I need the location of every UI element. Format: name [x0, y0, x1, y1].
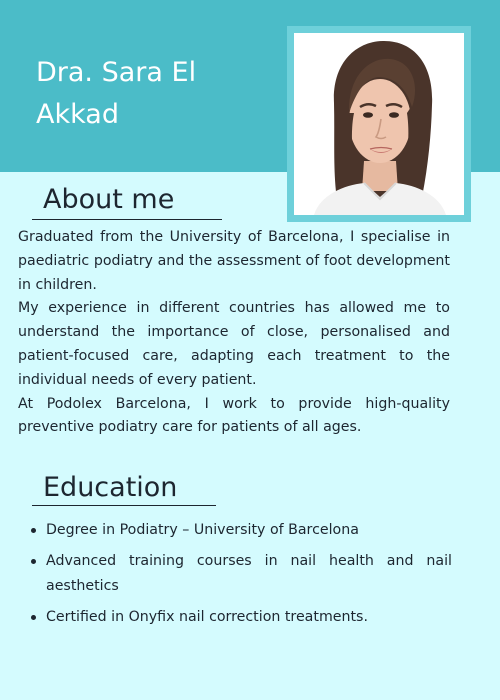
about-title-underline	[32, 219, 222, 220]
education-item	[18, 549, 452, 599]
doctor-photo	[294, 33, 464, 215]
education-item	[18, 605, 452, 630]
about-paragraph: At Podolex Barcelona, I work to provide high-quality preventive podiatry care for patients of all ages.	[18, 395, 450, 436]
education-list	[18, 518, 452, 636]
education-item-text: Degree in Podiatry – University of Barcelona	[46, 522, 359, 538]
about-body	[18, 226, 450, 440]
photo-frame	[287, 26, 471, 222]
bullet-icon	[31, 559, 36, 564]
education-title: Education	[43, 472, 178, 503]
bullet-icon	[31, 615, 36, 620]
education-item	[18, 518, 452, 543]
education-title-underline	[32, 505, 216, 506]
about-paragraph: Graduated from the University of Barcelona, I specialise in paediatric podiatry and the assessment of foot development in children.	[18, 229, 450, 293]
about-title: About me	[43, 184, 175, 215]
education-item-text: Certified in Onyfix nail correction treatments.	[46, 609, 368, 625]
about-paragraph: My experience in different countries has allowed me to understand the importance of close, personalised and patient-focused care, adapting each treatment to the individual needs of every patient.	[18, 300, 450, 388]
bullet-icon	[31, 528, 36, 533]
education-item-text: Advanced training courses in nail health and nail aesthetics	[46, 553, 452, 594]
portrait-photo-icon	[294, 33, 464, 215]
doctor-name: Dra. Sara El Akkad	[36, 57, 197, 130]
